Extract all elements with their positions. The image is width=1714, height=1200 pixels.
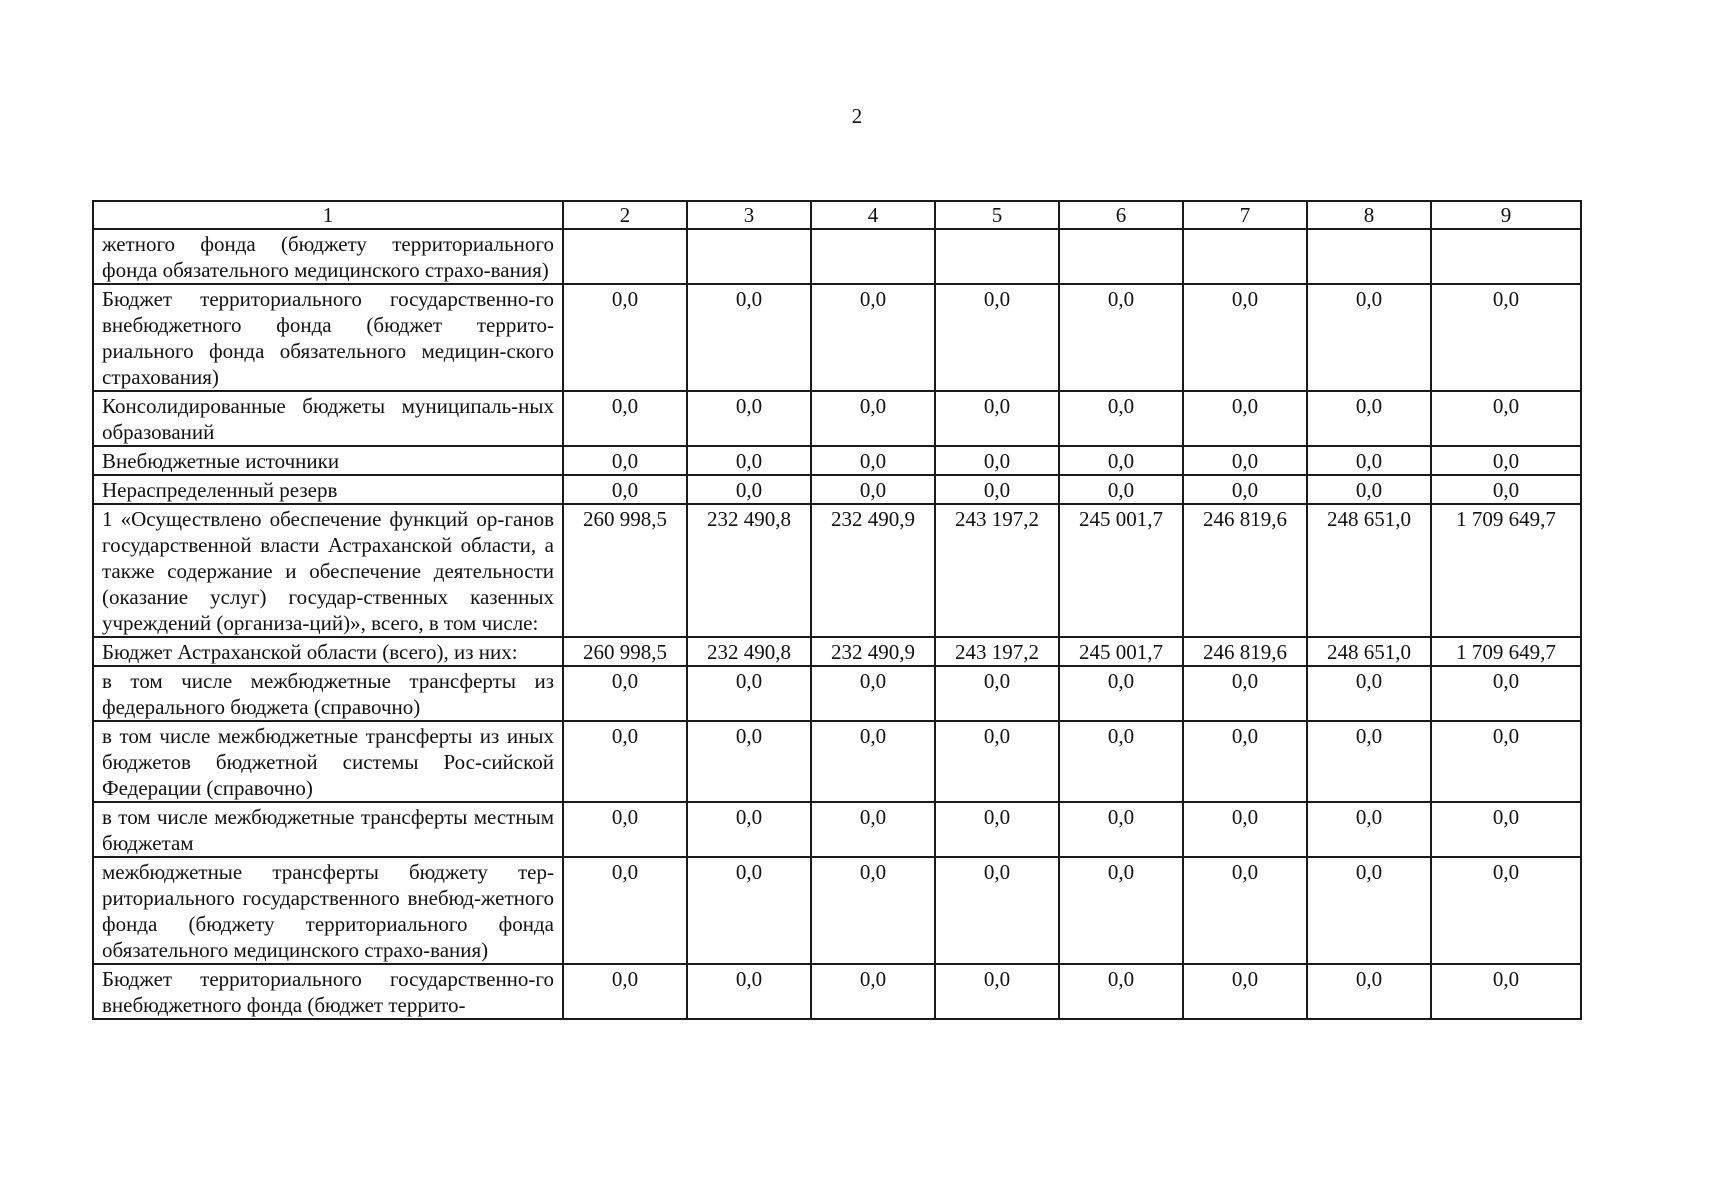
column-header: 1 — [93, 201, 563, 229]
value-cell: 0,0 — [687, 391, 811, 446]
column-header: 6 — [1059, 201, 1183, 229]
row-label: Бюджет территориального государственно-го внебюджетного фонда (бюджет террито- — [93, 964, 563, 1019]
value-cell: 248 651,0 — [1307, 637, 1431, 666]
value-cell: 0,0 — [687, 802, 811, 857]
value-cell: 0,0 — [811, 446, 935, 475]
value-cell: 0,0 — [1307, 391, 1431, 446]
table-row — [93, 721, 1581, 802]
value-cell: 246 819,6 — [1183, 637, 1307, 666]
row-label: Консолидированные бюджеты муниципаль-ных образований — [93, 391, 563, 446]
value-cell: 0,0 — [811, 964, 935, 1019]
row-label: в том числе межбюджетные трансферты из иных бюджетов бюджетной системы Рос-сийской Федерации (справочно) — [93, 721, 563, 802]
value-cell: 245 001,7 — [1059, 637, 1183, 666]
value-cell: 0,0 — [1307, 964, 1431, 1019]
value-cell: 0,0 — [1183, 475, 1307, 504]
value-cell: 0,0 — [563, 391, 687, 446]
table-row — [93, 504, 1581, 637]
value-cell: 0,0 — [687, 721, 811, 802]
value-cell: 0,0 — [1431, 802, 1581, 857]
table-row — [93, 802, 1581, 857]
value-cell: 0,0 — [563, 802, 687, 857]
value-cell: 232 490,8 — [687, 637, 811, 666]
value-cell: 0,0 — [1059, 446, 1183, 475]
column-header: 9 — [1431, 201, 1581, 229]
value-cell: 0,0 — [1431, 666, 1581, 721]
value-cell: 0,0 — [1059, 391, 1183, 446]
row-label: Внебюджетные источники — [93, 446, 563, 475]
value-cell: 0,0 — [1307, 475, 1431, 504]
value-cell: 0,0 — [1059, 964, 1183, 1019]
value-cell: 248 651,0 — [1307, 504, 1431, 637]
table-row — [93, 637, 1581, 666]
value-cell: 0,0 — [687, 284, 811, 391]
header-row — [93, 201, 1581, 229]
value-cell: 0,0 — [811, 857, 935, 964]
value-cell: 0,0 — [1431, 284, 1581, 391]
table-row — [93, 284, 1581, 391]
value-cell: 0,0 — [811, 666, 935, 721]
value-cell: 0,0 — [563, 666, 687, 721]
value-cell: 0,0 — [1307, 446, 1431, 475]
table-row — [93, 964, 1581, 1019]
value-cell: 0,0 — [1307, 666, 1431, 721]
value-cell: 0,0 — [563, 857, 687, 964]
table-row — [93, 475, 1581, 504]
value-cell: 0,0 — [935, 802, 1059, 857]
row-label: в том числе межбюджетные трансферты из федерального бюджета (справочно) — [93, 666, 563, 721]
value-cell: 232 490,9 — [811, 637, 935, 666]
value-cell: 0,0 — [687, 446, 811, 475]
value-cell: 0,0 — [1307, 721, 1431, 802]
value-cell: 0,0 — [935, 666, 1059, 721]
table-row — [93, 391, 1581, 446]
value-cell — [1059, 229, 1183, 284]
value-cell: 0,0 — [1307, 284, 1431, 391]
value-cell: 0,0 — [687, 475, 811, 504]
value-cell: 0,0 — [1059, 666, 1183, 721]
value-cell: 0,0 — [1431, 446, 1581, 475]
value-cell: 0,0 — [811, 721, 935, 802]
value-cell: 0,0 — [563, 721, 687, 802]
value-cell: 0,0 — [1183, 666, 1307, 721]
value-cell: 0,0 — [687, 666, 811, 721]
table-row — [93, 857, 1581, 964]
value-cell — [1307, 229, 1431, 284]
value-cell: 260 998,5 — [563, 504, 687, 637]
table-row — [93, 229, 1581, 284]
value-cell: 243 197,2 — [935, 504, 1059, 637]
value-cell: 0,0 — [1059, 857, 1183, 964]
table-row — [93, 446, 1581, 475]
value-cell — [811, 229, 935, 284]
row-label: Бюджет территориального государственно-го внебюджетного фонда (бюджет террито-риального фонда обязательного медицин-ского страхования) — [93, 284, 563, 391]
value-cell: 0,0 — [1059, 284, 1183, 391]
budget-table — [92, 200, 1582, 1020]
value-cell: 0,0 — [563, 475, 687, 504]
column-header: 3 — [687, 201, 811, 229]
value-cell: 0,0 — [1183, 964, 1307, 1019]
value-cell: 0,0 — [1183, 857, 1307, 964]
value-cell: 243 197,2 — [935, 637, 1059, 666]
row-label: межбюджетные трансферты бюджету тер-риториального государственного внебюд-жетного фонда (бюджету территориального фонда обязательного медицинского страхо-вания) — [93, 857, 563, 964]
value-cell: 0,0 — [1431, 857, 1581, 964]
value-cell: 0,0 — [1431, 475, 1581, 504]
value-cell — [687, 229, 811, 284]
value-cell: 232 490,8 — [687, 504, 811, 637]
row-label: 1 «Осуществлено обеспечение функций ор-ганов государственной власти Астраханской области, а также содержание и обеспечение деятельности (оказание услуг) государ-ственных казенных учреждений (организа-ций)», всего, в том числе: — [93, 504, 563, 637]
value-cell — [563, 229, 687, 284]
value-cell: 232 490,9 — [811, 504, 935, 637]
row-label: Бюджет Астраханской области (всего), из них: — [93, 637, 563, 666]
page-number: 2 — [851, 104, 863, 128]
value-cell: 0,0 — [687, 857, 811, 964]
value-cell: 0,0 — [935, 475, 1059, 504]
value-cell: 0,0 — [1059, 721, 1183, 802]
value-cell: 0,0 — [1307, 857, 1431, 964]
value-cell: 0,0 — [1183, 802, 1307, 857]
column-header: 2 — [563, 201, 687, 229]
row-label: жетного фонда (бюджету территориального фонда обязательного медицинского страхо-вания) — [93, 229, 563, 284]
column-header: 7 — [1183, 201, 1307, 229]
value-cell: 1 709 649,7 — [1431, 504, 1581, 637]
value-cell: 0,0 — [1431, 964, 1581, 1019]
value-cell: 0,0 — [563, 446, 687, 475]
value-cell: 0,0 — [1059, 475, 1183, 504]
table-header — [93, 201, 1581, 229]
column-header: 4 — [811, 201, 935, 229]
value-cell: 246 819,6 — [1183, 504, 1307, 637]
value-cell: 0,0 — [935, 857, 1059, 964]
value-cell: 0,0 — [935, 284, 1059, 391]
value-cell: 0,0 — [563, 964, 687, 1019]
value-cell: 0,0 — [811, 284, 935, 391]
value-cell: 0,0 — [1183, 446, 1307, 475]
value-cell: 0,0 — [811, 802, 935, 857]
value-cell: 0,0 — [935, 391, 1059, 446]
value-cell — [1183, 229, 1307, 284]
table-body — [93, 229, 1581, 1019]
value-cell: 0,0 — [1183, 284, 1307, 391]
value-cell: 0,0 — [1059, 802, 1183, 857]
table-row — [93, 666, 1581, 721]
value-cell: 260 998,5 — [563, 637, 687, 666]
value-cell: 1 709 649,7 — [1431, 637, 1581, 666]
row-label: в том числе межбюджетные трансферты местным бюджетам — [93, 802, 563, 857]
value-cell: 0,0 — [1431, 391, 1581, 446]
row-label: Нераспределенный резерв — [93, 475, 563, 504]
value-cell: 0,0 — [1183, 391, 1307, 446]
value-cell: 0,0 — [1183, 721, 1307, 802]
value-cell — [1431, 229, 1581, 284]
value-cell: 245 001,7 — [1059, 504, 1183, 637]
value-cell: 0,0 — [811, 475, 935, 504]
value-cell: 0,0 — [935, 964, 1059, 1019]
value-cell: 0,0 — [1431, 721, 1581, 802]
value-cell — [935, 229, 1059, 284]
column-header: 8 — [1307, 201, 1431, 229]
column-header: 5 — [935, 201, 1059, 229]
value-cell: 0,0 — [935, 446, 1059, 475]
value-cell: 0,0 — [563, 284, 687, 391]
value-cell: 0,0 — [935, 721, 1059, 802]
value-cell: 0,0 — [811, 391, 935, 446]
value-cell: 0,0 — [1307, 802, 1431, 857]
value-cell: 0,0 — [687, 964, 811, 1019]
